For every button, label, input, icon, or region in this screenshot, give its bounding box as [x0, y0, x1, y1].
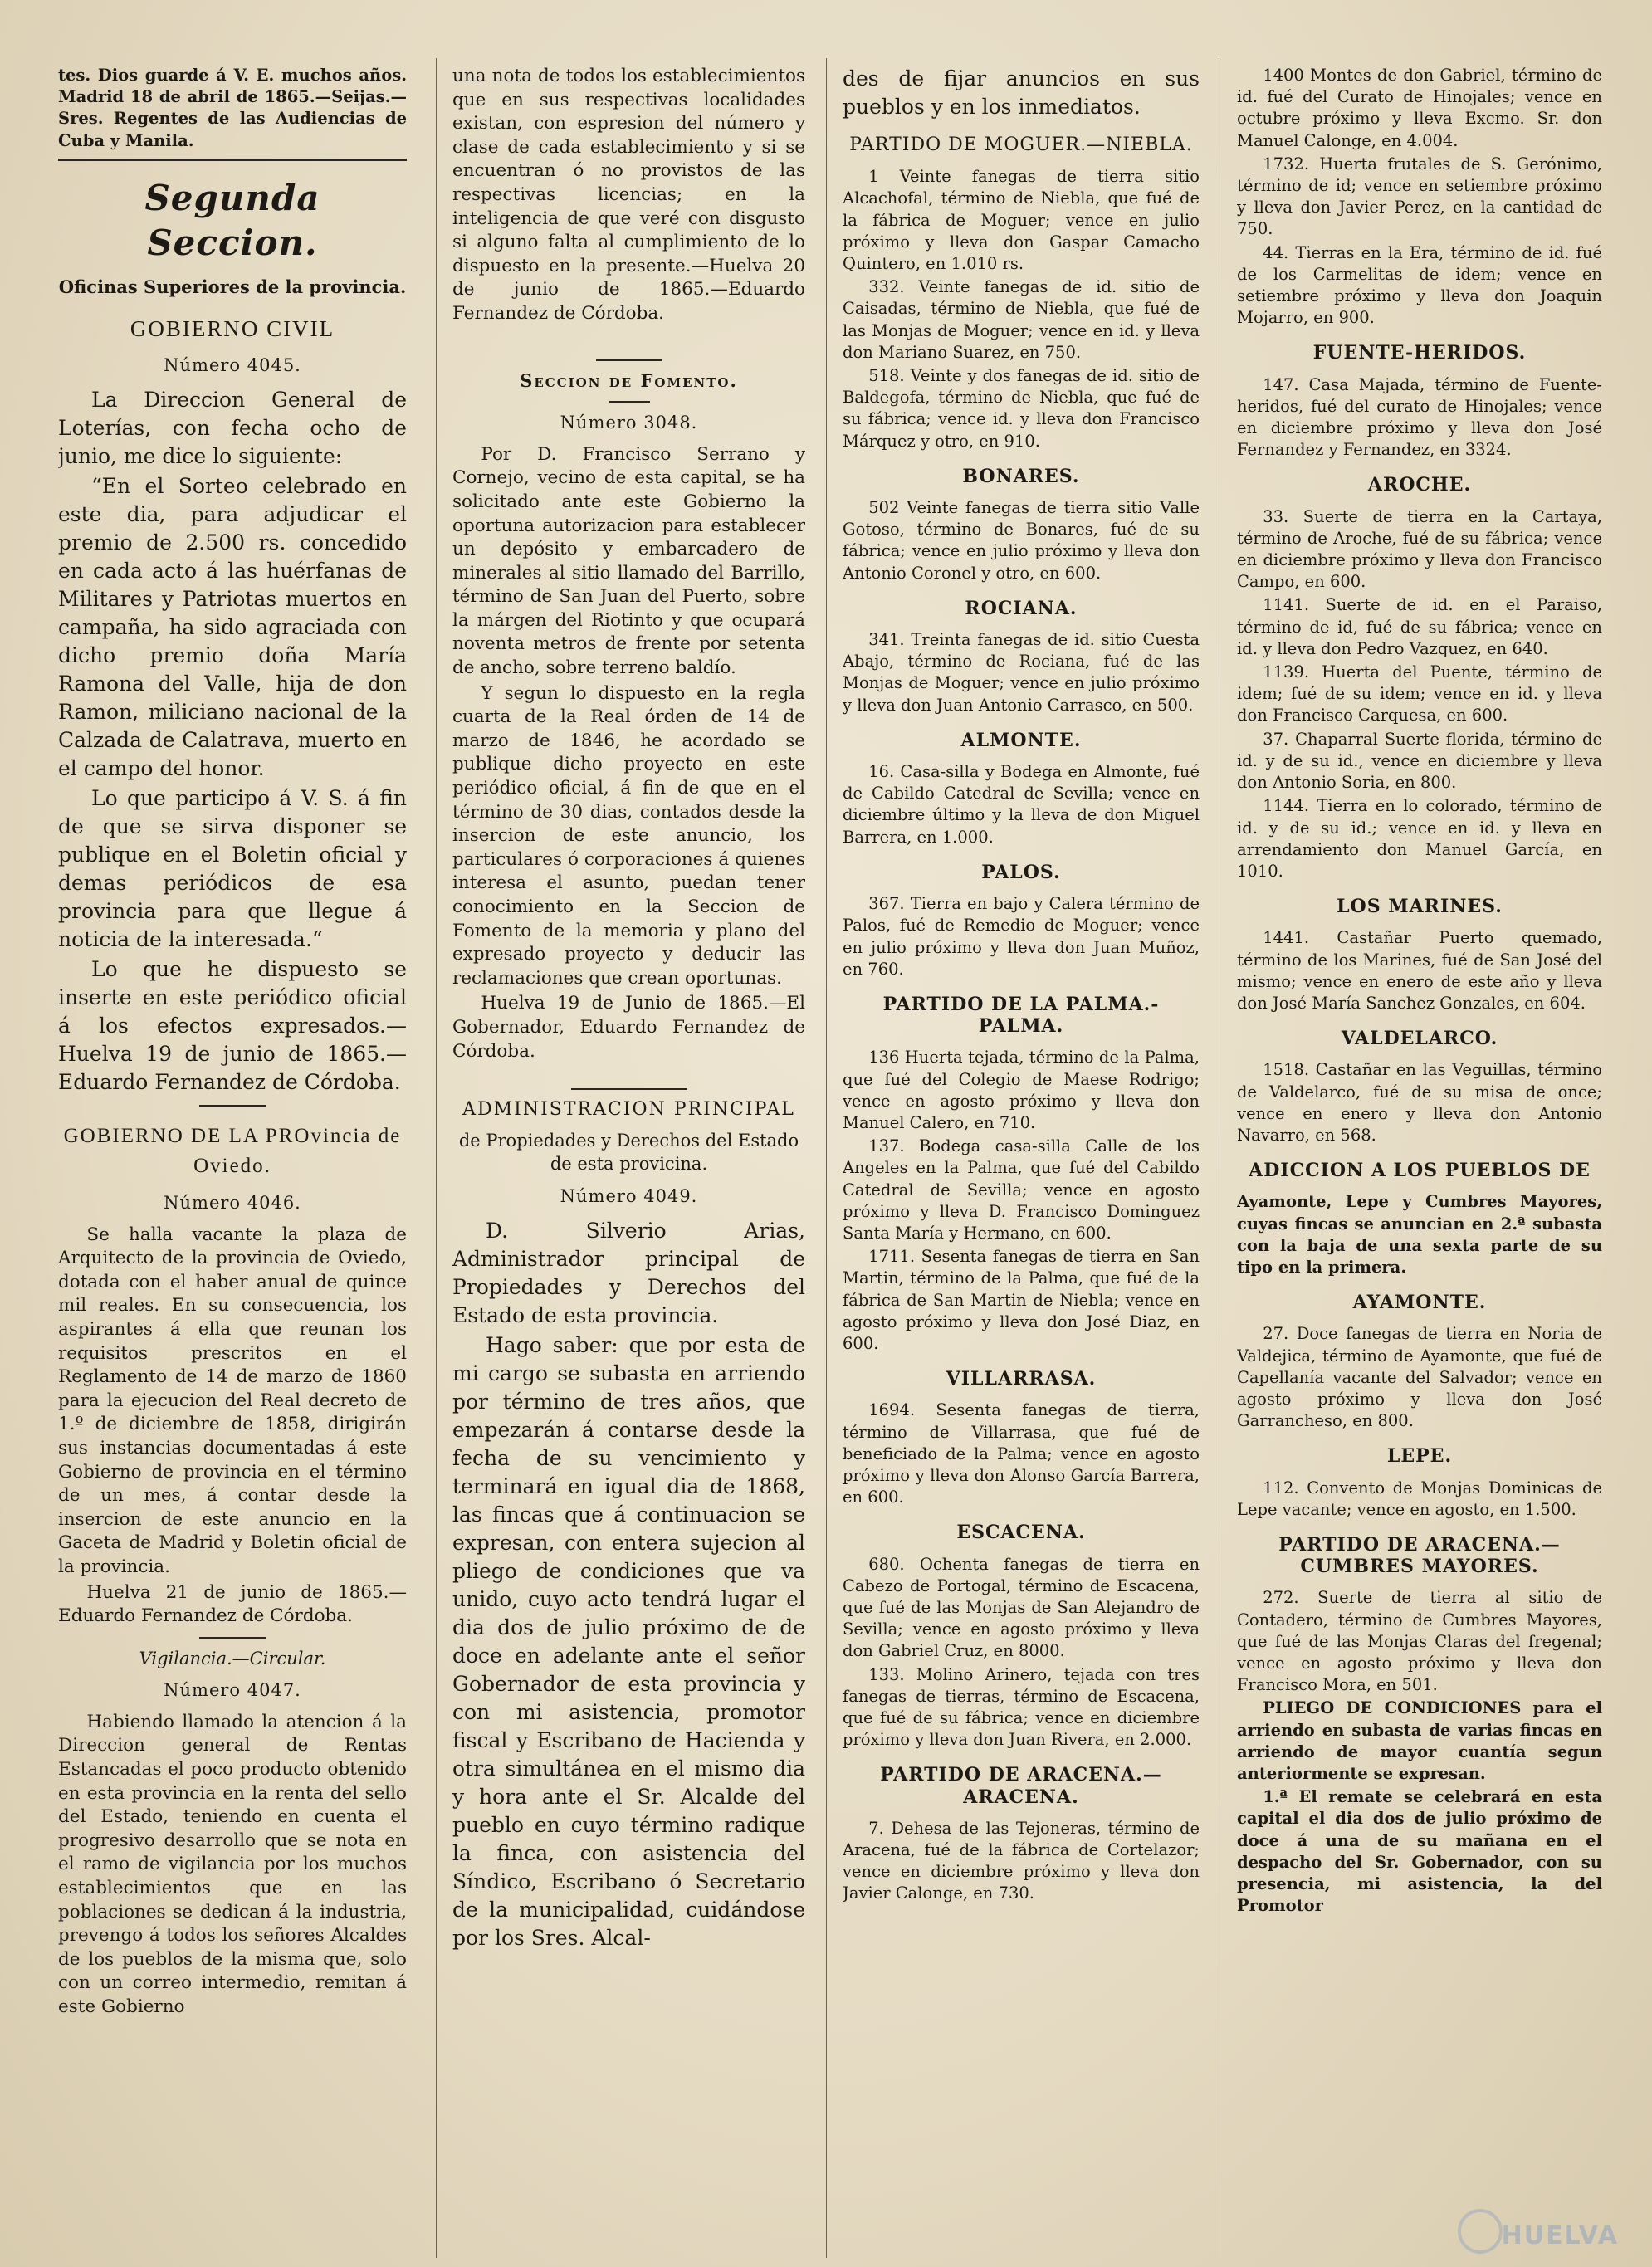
list-item: 341. Treinta fanegas de id. sitio Cuesta Abajo, término de Rociana, fué de las Monjas de Moguer; vence en julio próximo y lleva don Juan Antonio Carrasco, en 500.	[843, 630, 1200, 715]
paragraph: Habiendo llamado la atencion á la Direccion general de Rentas Estancadas el poco producto obtenido en esta provincia en la renta del sello del Estado, teniendo en cuenta el progresivo desarrollo que se nota en el ramo de vigilancia por los muchos establecimientos que en las poblaciones se dedican á la industria, prevengo á todos los señores Alcaldes de los pueblos de la misma que, solo con un correo intermedio, remitan á este Gobierno	[58, 1711, 407, 2017]
paragraph: una nota de todos los establecimientos que en sus respectivas localidades existan, con espresion del número y clase de cada establecimiento y si se encuentran ó no provistos de las respectivas licencias; en la inteligencia de que veré con disgusto si alguno falta al cumplimiento de lo dispuesto en la presente.—Huelva 20 de junio de 1865.—Eduardo Fernandez de Córdoba.	[452, 66, 805, 324]
place-heading: PARTIDO DE ARACENA.—ARACENA.	[880, 1764, 1162, 1808]
divider	[58, 159, 407, 161]
divider	[199, 1637, 266, 1639]
divider	[199, 1105, 266, 1107]
list-item: 37. Chaparral Suerte florida, término de id. y de su id., vence en diciembre y lleva don Antonio Soria, en 800.	[1237, 729, 1602, 793]
admin-subheading: de Propiedades y Derechos del Estado de esta provicina.	[458, 1130, 799, 1175]
list-item: 367. Tierra en bajo y Calera término de Palos, fué de Remedio de Moguer; vence en julio próximo y lleva don Juan Muñoz, en 760.	[843, 894, 1200, 979]
list-item: 33. Suerte de tierra en la Cartaya, término de Aroche, fué de su fábrica; vence en diciembre próximo y lleva don Francisco Campo, en 600.	[1237, 506, 1602, 592]
place-heading: ROCIANA.	[965, 597, 1078, 619]
divider	[571, 1088, 687, 1090]
vigilancia-heading: Vigilancia.—Circular.	[139, 1648, 326, 1668]
column-2	[452, 65, 805, 2256]
column-divider	[436, 58, 437, 2258]
paragraph: Ayamonte, Lepe y Cumbres Mayores, cuyas fincas se anuncian en 2.ª subasta con la baja de una sexta parte de su tipo en la primera.	[1237, 1192, 1602, 1277]
place-heading: FUENTE-HERIDOS.	[1312, 342, 1527, 364]
list-item: 1732. Huerta frutales de S. Gerónimo, término de id; vence en setiembre próximo y lleva don Javier Perez, en la cantidad de 750.	[1237, 154, 1602, 239]
place-heading: BONARES.	[962, 465, 1080, 487]
list-item: 502 Veinte fanegas de tierra sitio Valle Gotoso, término de Bonares, fué de su fábrica; vence en julio próximo y lleva don Antonio Coronel y otro, en 600.	[843, 498, 1200, 583]
list-item: 1518. Castañar en las Veguillas, término de Valdelarco, fué de su misa de once; vence en enero y lleva don Antonio Navarro, en 568.	[1237, 1060, 1602, 1145]
gobierno-civil-heading: GOBIERNO CIVIL	[130, 316, 335, 342]
column-divider	[826, 58, 827, 2258]
list-item: 137. Bodega casa-silla Calle de los Angeles en la Palma, que fué del Cabildo Catedral de Sevilla; vence en agosto próximo y lleva D. Francisco Dominguez Santa María y Hermano, en 600.	[843, 1136, 1200, 1243]
list-item: 1139. Huerta del Puente, término de idem; fué de su idem; vence en id. y lleva don Francisco Carquesa, en 600.	[1237, 662, 1602, 726]
paragraph: des de fijar anuncios en sus pueblos y en los inmediatos.	[843, 66, 1200, 119]
list-item: 133. Molino Arinero, tejada con tres fanegas de tierras, término de Escacena, que fué de su fábrica; vence en diciembre próximo y lleva don Juan Rivera, en 2.000.	[843, 1664, 1200, 1750]
paragraph: La Direccion General de Loterías, con fecha ocho de junio, me dice lo siguiente:	[58, 388, 407, 468]
column-4	[1237, 65, 1602, 2256]
list-item: 27. Doce fanegas de tierra en Noria de Valdejica, término de Ayamonte, que fué de Capellanía vacante del Salvador; vence en agosto próximo y lleva don José Garrancheso, en 800.	[1237, 1324, 1602, 1431]
number-4047: Número 4047.	[164, 1680, 301, 1701]
list-item: 1400 Montes de don Gabriel, término de id. fué del Curato de Hinojales; vence en octubre próximo y lleva Excmo. Sr. don Manuel Calonge, en 4.004.	[1237, 66, 1602, 150]
column-1	[58, 65, 407, 2256]
list-item: 332. Veinte fanegas de id. sitio de Caisadas, término de Niebla, que fué de las Monjas de Moguer; vence en id. y lleva don Mariano Suarez, en 750.	[843, 277, 1200, 362]
paragraph: Por D. Francisco Serrano y Cornejo, vecino de esta capital, se ha solicitado ante este Gobierno la oportuna autorizacion para establecer un depósito y embarcadero de minerales al sitio llamado del Barrillo, término de San Juan del Puerto, sobre la márgen del Riotinto y que ocupará noventa metros de frente por setenta de ancho, sobre terreno baldío.	[452, 443, 805, 679]
section-title: Segunda Seccion.	[144, 177, 320, 263]
intro-text: tes. Dios guarde á V. E. muchos años. Madrid 18 de abril de 1865.—Seijas.— Sres. Regentes de las Audiencias de Cuba y Manila.	[58, 66, 407, 150]
number-3048: Número 3048.	[560, 413, 698, 433]
paragraph: “En el Sorteo celebrado en este dia, para adjudicar el premio de 2.500 rs. concedido en cada acto á las huérfanas de Militares y Patriotas muertos en campaña, ha sido agraciada con dicho premio doña María Ramona del Valle, hija de don Ramon, miliciano nacional de la Calzada de Calatrava, muerto en el campo del honor.	[58, 474, 407, 780]
number-4046: Número 4046.	[164, 1193, 301, 1213]
gobierno-oviedo-heading: GOBIERNO DE LA PROvincia de Oviedo.	[63, 1125, 402, 1177]
list-item: 7. Dehesa de las Tejoneras, término de Aracena, fué de la fábrica de Cortelazor; vence en diciembre próximo y lleva don Javier Calonge, en 730.	[843, 1818, 1200, 1903]
place-heading: PARTIDO DE ARACENA.—CUMBRES MAYORES.	[1278, 1533, 1561, 1578]
column-3	[843, 65, 1200, 2256]
list-item: 16. Casa-silla y Bodega en Almonte, fué de Cabildo Catedral de Sevilla; vence en diciembre último y la lleva de don Miguel Barrera, en 1.000.	[843, 762, 1200, 847]
list-item: 1441. Castañar Puerto quemado, término de los Marines, fué de San José del mismo; vence en enero de este año y lleva don José María Sanchez Gonzales, en 604.	[1237, 928, 1602, 1013]
paragraph: 1.ª El remate se celebrará en esta capital el dia dos de julio próximo de doce á una de su mañana en el despacho del Sr. Gobernador, con su presencia, mi asistencia, la del Promotor	[1237, 1787, 1602, 1916]
list-item: 272. Suerte de tierra al sitio de Contadero, término de Cumbres Mayores, que fué de las Monjas Claras del fregenal; vence en agosto próximo y lleva don Francisco Mora, en 501.	[1237, 1588, 1602, 1695]
place-heading: VILLARRASA.	[946, 1368, 1097, 1390]
list-item: 44. Tierras en la Era, término de id. fué de los Carmelitas de idem; vence en setiembre próximo y lleva don Joaquin Mojarro, en 900.	[1237, 242, 1602, 328]
divider	[596, 359, 662, 361]
place-heading: ESCACENA.	[956, 1522, 1086, 1544]
paragraph: Huelva 21 de junio de 1865.—Eduardo Fernandez de Córdoba.	[58, 1581, 407, 1627]
place-heading: ALMONTE.	[960, 729, 1082, 751]
list-item: 112. Convento de Monjas Dominicas de Lepe vacante; vence en agosto, en 1.500.	[1237, 1478, 1602, 1519]
watermark-ring-icon	[1458, 2209, 1503, 2254]
paragraph: D. Silverio Arias, Administrador principal de Propiedades y Derechos del Estado de esta provincia.	[452, 1218, 805, 1327]
list-item: 1144. Tierra en lo colorado, término de id. y de su id.; vence en id. y lleva en arrendamiento don Manuel García, en 1010.	[1237, 796, 1602, 881]
paragraph: Hago saber: que por esta de mi cargo se subasta en arriendo por término de tres años, que empezarán á contarse desde la fecha de su vencimiento y terminará en igual dia de 1868, las fincas que á continuacion se expresan, con entera sujecion al pliego de condiciones que va unido, cuyo acto tendrá lugar el dia dos de julio próximo de de doce en adelante ante el señor Gobernador de esta provincia y con mi asistencia, promotor fiscal y Escribano de Hacienda y otra simultánea en el mismo dia y hora ante el Sr. Alcalde del pueblo en cuyo término radique la finca, con asistencia del Síndico, Escribano ó Secretario de la municipalidad, cuidándose por los Sres. Alcal-	[452, 1332, 805, 1950]
place-heading: PARTIDO DE LA PALMA.-PALMA.	[882, 993, 1160, 1038]
list-item: 1694. Sesenta fanegas de tierra, término de Villarrasa, que fué de beneficiado de la Palma; vence en agosto próximo y lleva don Alonso García Barrera, en 600.	[843, 1400, 1200, 1507]
oficinas-heading: Oficinas Superiores de la provincia.	[58, 276, 407, 297]
place-heading: AROCHE.	[1367, 474, 1472, 496]
paragraph: Y segun lo dispuesto en la regla cuarta de la Real órden de 14 de marzo de 1846, he acordado se publique dicho proyecto en este periódico oficial, á fin de que en el término de 30 dias, contados desde la insercion de este anuncio, los particulares ó corporaciones á quienes interesa el asunto, puedan tener conocimiento en la Seccion de Fomento de la memoria y plano del expresado proyecto y deducir las reclamaciones que crean oportunas.	[452, 682, 805, 989]
admin-heading: ADMINISTRACION PRINCIPAL	[462, 1099, 795, 1121]
watermark-stamp: HUELVA	[1501, 2221, 1619, 2250]
place-heading: LEPE.	[1386, 1445, 1453, 1468]
list-item: 1141. Suerte de id. en el Paraiso, término de id, fué de su fábrica; vence en id. y lleva don Pedro Vazquez, en 640.	[1237, 595, 1602, 658]
list-item: 147. Casa Majada, término de Fuente-heridos, fué del curato de Hinojales; vence en diciembre próximo y lleva don José Fernandez y Fernandez, en 3324.	[1237, 374, 1602, 460]
list-item: 1711. Sesenta fanegas de tierra en San Martin, término de la Palma, que fué de la fábrica de San Martin de Niebla; vence en agosto próximo y lleva don José Diaz, en 600.	[843, 1247, 1200, 1353]
paragraph: PLIEGO DE CONDICIONES para el arriendo en subasta de varias fincas en arriendo de mayor cuantía segun anteriormente se expresan.	[1237, 1698, 1602, 1784]
place-heading: VALDELARCO.	[1341, 1028, 1498, 1050]
place-heading: LOS MARINES.	[1337, 896, 1503, 918]
list-item: 518. Veinte y dos fanegas de id. sitio de Baldegofa, término de Niebla, que fué de su fábrica; vence id. y lleva don Francisco Márquez y otro, en 910.	[843, 366, 1200, 451]
seccion-fomento-heading: Seccion de Fomento.	[520, 369, 738, 391]
place-heading: ADICCION A LOS PUEBLOS DE	[1249, 1160, 1591, 1182]
list-item: 136 Huerta tejada, término de la Palma, que fué del Colegio de Maese Rodrigo; vence en agosto próximo y lleva don Manuel Calero, en 710.	[843, 1048, 1200, 1132]
list-item: 680. Ochenta fanegas de tierra en Cabezo de Portogal, término de Escacena, que fué de las Monjas de San Alejandro de Sevilla; vence en agosto próximo y lleva don Gabriel Cruz, en 8000.	[843, 1554, 1200, 1661]
number-4049: Número 4049.	[560, 1185, 698, 1206]
place-heading: PALOS.	[981, 861, 1061, 883]
place-heading: AYAMONTE.	[1352, 1292, 1487, 1314]
paragraph: Lo que participo á V. S. á fin de que se sirva disponer se publique en el Boletin oficial y demas periódicos de esa provincia para que llegue á noticia de la interesada.“	[58, 786, 407, 951]
number-4045: Número 4045.	[164, 355, 301, 376]
paragraph: Huelva 19 de Junio de 1865.—El Gobernador, Eduardo Fernandez de Córdoba.	[452, 993, 805, 1062]
place-heading: PARTIDO DE MOGUER.—NIEBLA.	[849, 134, 1193, 155]
list-item: 1 Veinte fanegas de tierra sitio Alcachofal, término de Niebla, que fué de la fábrica de Moguer; vence en julio próximo y lleva don Gaspar Camacho Quintero, en 1.010 rs.	[843, 167, 1200, 274]
paragraph: Lo que he dispuesto se inserte en este periódico oficial á los efectos expresados.—Huelva 19 de junio de 1865.—Eduardo Fernandez de Córdoba.	[58, 957, 407, 1094]
divider	[609, 401, 650, 403]
paragraph: Se halla vacante la plaza de Arquitecto de la provincia de Oviedo, dotada con el haber anual de quince mil reales. En su consecuencia, los aspirantes á ella que reunan los requisitos prescritos en el Reglamento de 14 de marzo de 1860 para la ejecucion del Real decreto de 1.º de diciembre de 1858, dirigirán sus instancias documentadas á este Gobierno de provincia en el término de un mes, á contar desde la insercion de este anuncio en la Gaceta de Madrid y Boletin oficial de la provincia.	[58, 1224, 407, 1577]
